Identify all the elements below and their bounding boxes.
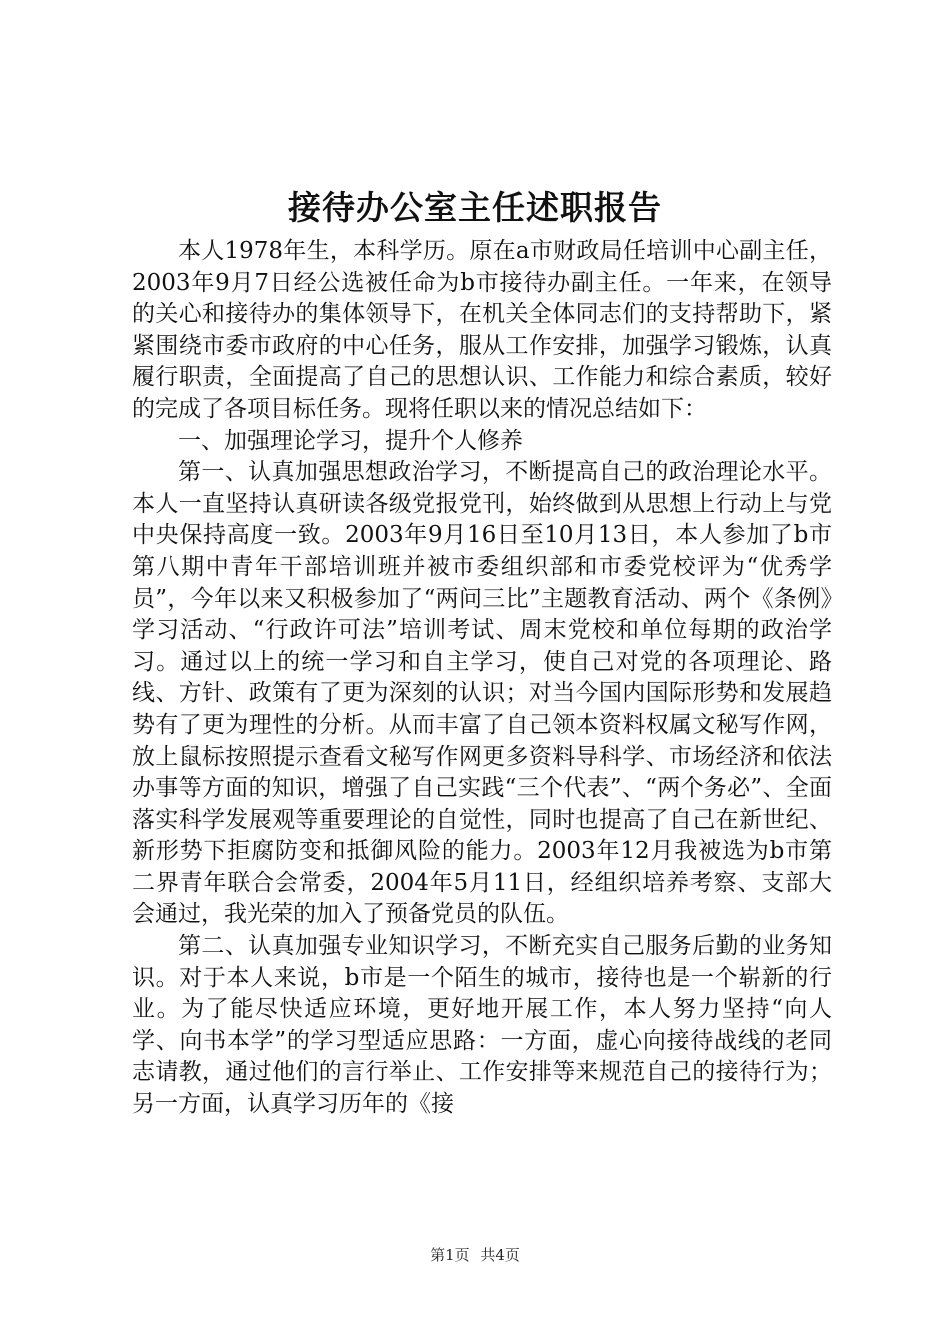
paragraph-intro: 本人1978年生，本科学历。原在a市财政局任培训中心副主任，2003年9月7日经公选被任命为b市接待办副主任。一年来，在领导的关心和接待办的集体领导下，在机关全体同志们的支持帮助下，紧紧围绕市委市政府的中心任务，服从工作安排，加强学习锻炼，认真履行职责，全面提高了自己的思想认识、工作能力和综合素质，较好的完成了各项目标任务。现将任职以来的情况总结如下： xyxy=(132,238,832,422)
page-number: 第1页 xyxy=(430,1246,470,1264)
paragraph-political-study: 第一、认真加强思想政治学习，不断提高自己的政治理论水平。本人一直坚持认真研读各级党报党刊，始终做到从思想上行动上与党中央保持高度一致。2003年9月16日至10月13日，本人参加了b市第八期中青年干部培训班并被市委组织部和市委党校评为“优秀学员”，今年以来又积极参加了“两问三比”主题教育活动、两个《条例》学习活动、“行政许可法”培训考试、周末党校和单位每期的政治学习。通过以上的统一学习和自主学习，使自己对党的各项理论、路线、方针、政策有了更为深刻的认识；对当今国内国际形势和发展趋势有了更为理性的分析。从而丰富了自己领本资料权属文秘写作网，放上鼠标按照提示查看文秘写作网更多资料导科学、市场经济和依法办事等方面的知识，增强了自己实践“三个代表”、“两个务必”、全面落实科学发展观等重要理论的自觉性，同时也提高了自己在新世纪、新形势下拒腐防变和抵御风险的能力。2003年12月我被选为b市第二界青年联合会常委，2004年5月11日，经组织培养考察、支部大会通过，我光荣的加入了预备党员的队伍。 xyxy=(132,459,832,928)
page-footer xyxy=(0,1245,950,1265)
document-title: 接待办公室主任述职报告 xyxy=(288,188,662,227)
document-body xyxy=(132,236,832,1121)
section-heading: 一、加强理论学习，提升个人修养 xyxy=(178,427,523,454)
paragraph-professional-study: 第二、认真加强专业知识学习，不断充实自己服务后勤的业务知识。对于本人来说，b市是一个陌生的城市，接待也是一个崭新的行业。为了能尽快适应环境，更好地开展工作，本人努力坚持“向人学、向书本学”的学习型适应思路：一方面，虚心向接待战线的老同志请教，通过他们的言行举止、工作安排等来规范自己的接待行为；另一方面，认真学习历年的《接 xyxy=(132,933,832,1118)
page-total: 共4页 xyxy=(480,1246,520,1264)
